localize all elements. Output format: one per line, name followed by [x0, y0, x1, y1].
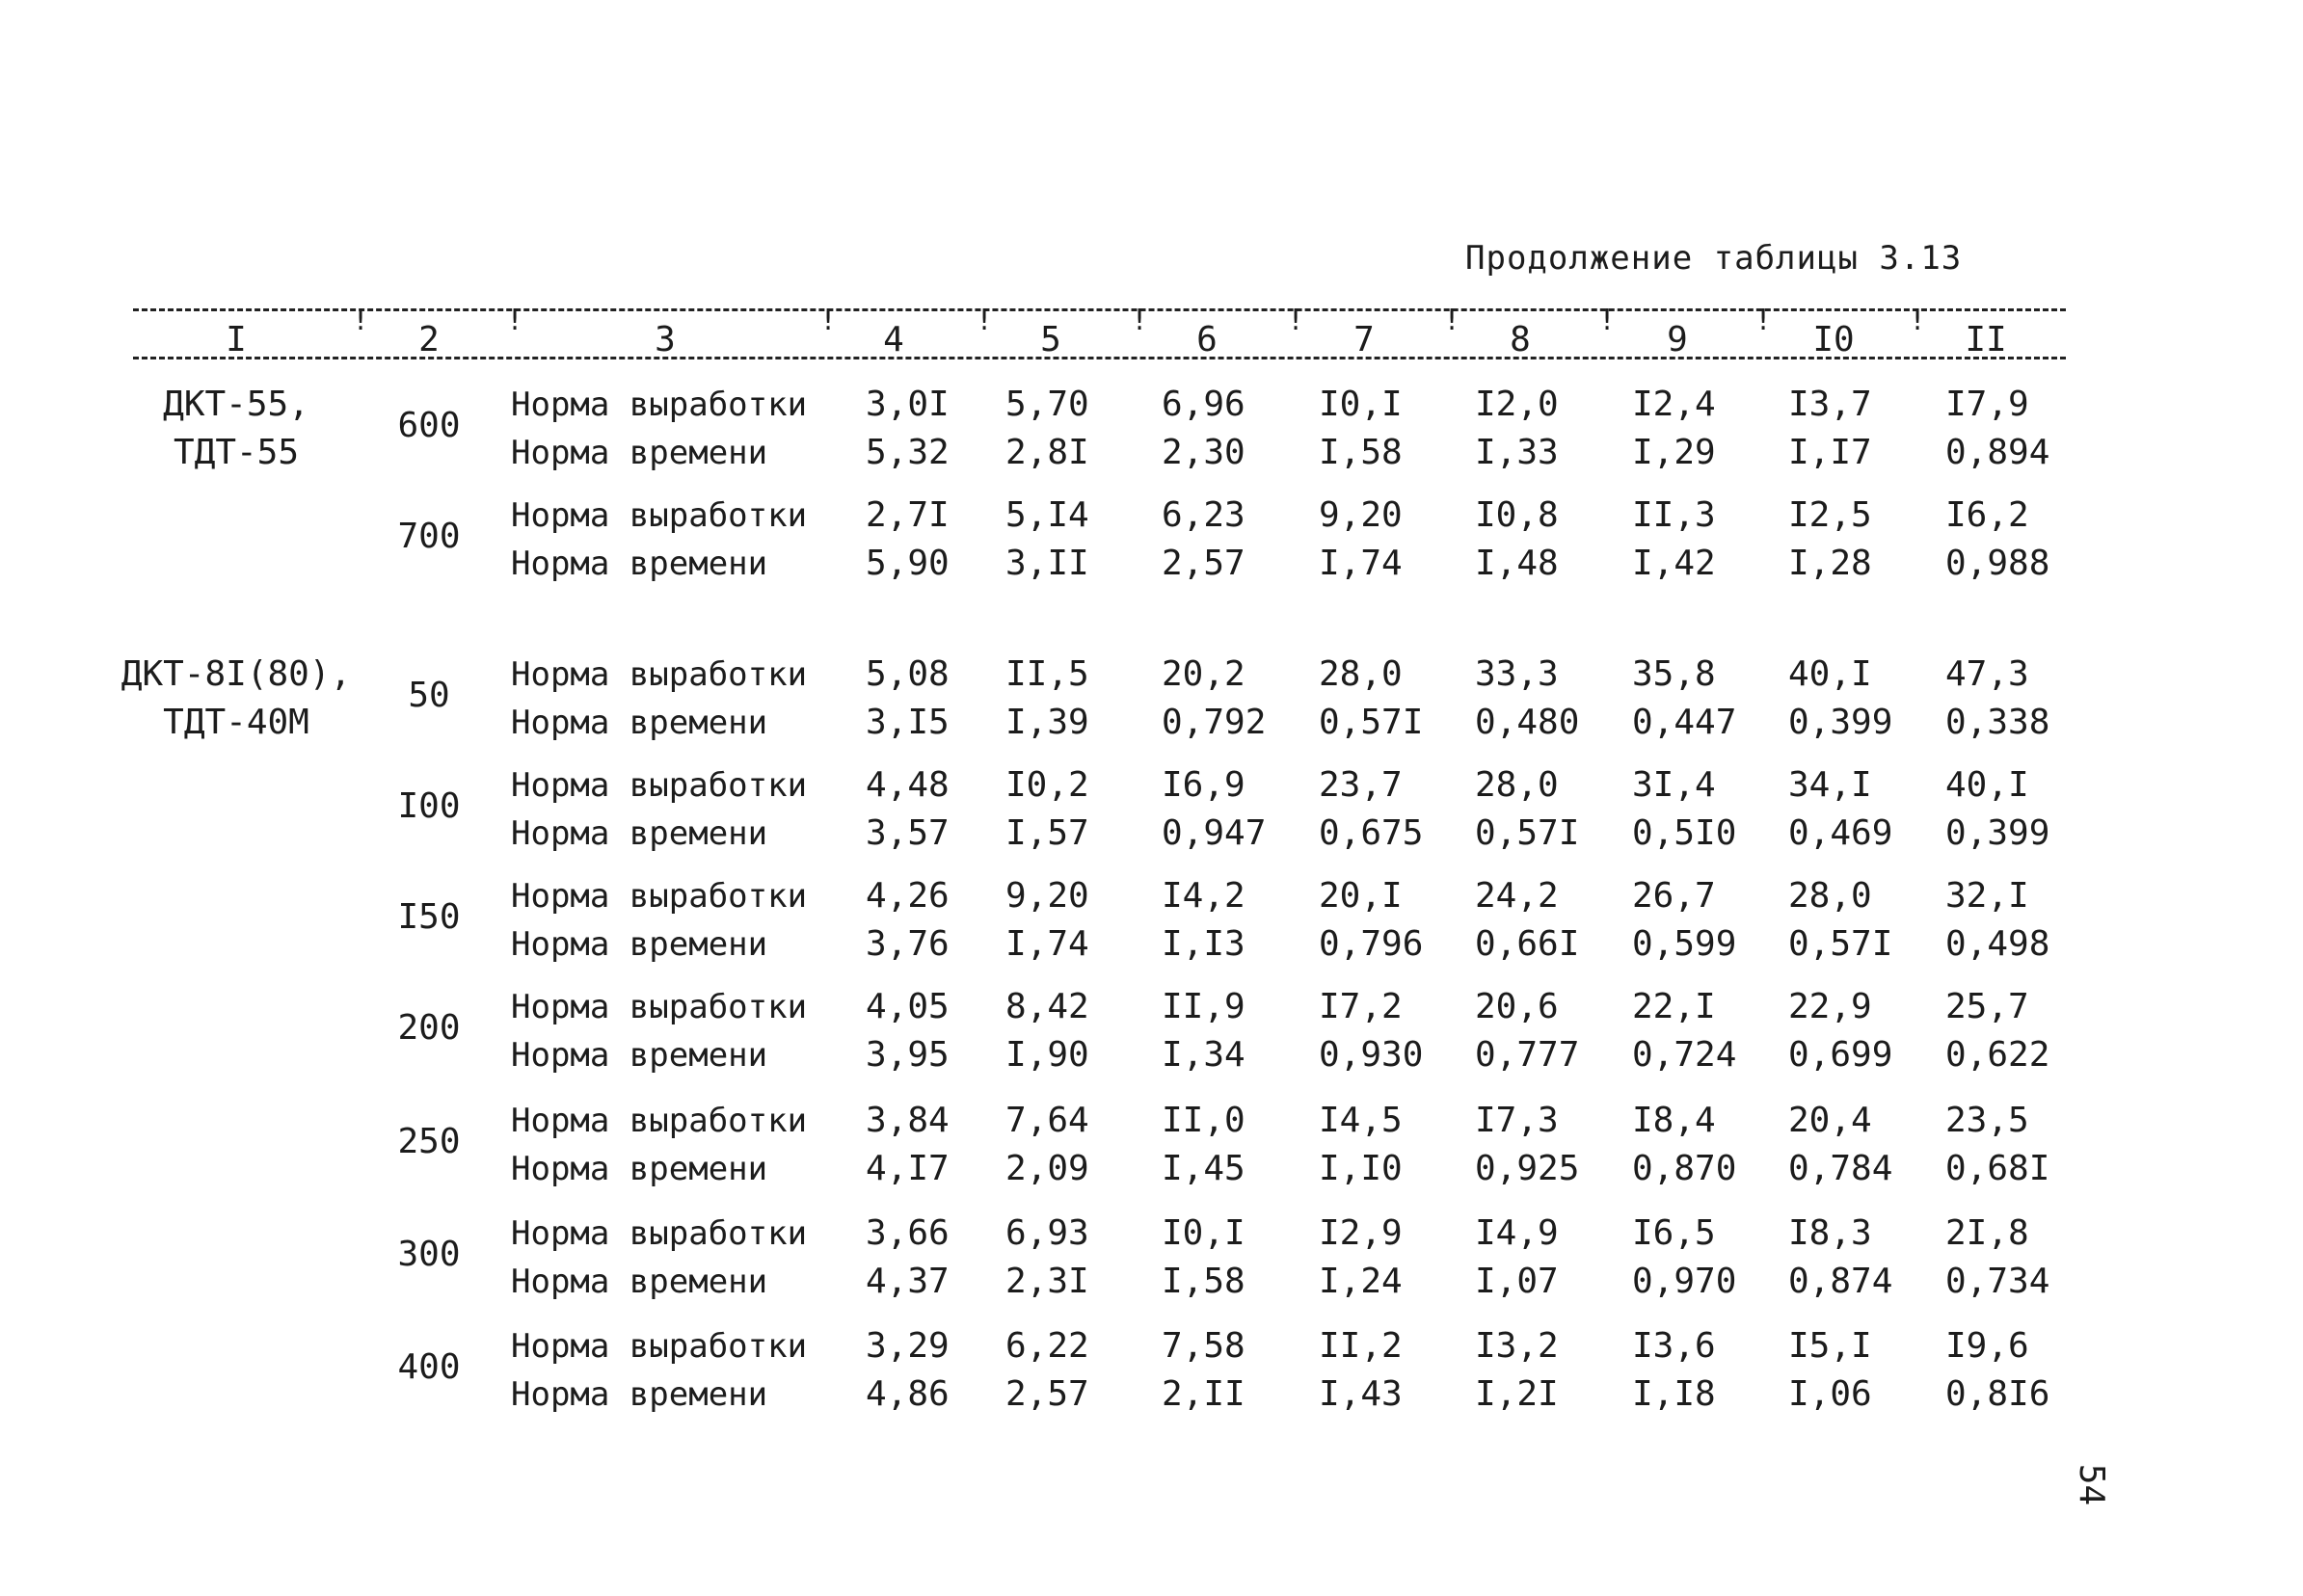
tractor-model-line: ДКТ-55, — [163, 385, 309, 424]
output-norm-value: I0,I — [1162, 1213, 1245, 1253]
output-norm-value: 8,42 — [1005, 987, 1089, 1026]
output-norm-value: I2,5 — [1788, 495, 1872, 535]
table-row — [0, 761, 2303, 858]
time-norm-value: 0,57I — [1475, 813, 1580, 853]
output-norm-value: 9,20 — [1005, 876, 1089, 916]
output-norm-value: 7,58 — [1162, 1326, 1245, 1366]
output-norm-value: 20,4 — [1788, 1101, 1872, 1140]
column-separator: ! — [1131, 304, 1149, 337]
output-norm-value: 3,84 — [866, 1101, 950, 1140]
time-norm-value: I,58 — [1162, 1262, 1245, 1301]
output-norm-value: 25,7 — [1945, 987, 2029, 1026]
output-norm-value: II,5 — [1005, 654, 1089, 694]
time-norm-value: I,I3 — [1162, 924, 1245, 964]
time-norm-value: 0,338 — [1945, 703, 2050, 742]
time-norm-value: I,34 — [1162, 1035, 1245, 1075]
time-norm-value: 0,925 — [1475, 1149, 1580, 1188]
output-norm-label: Норма выработки — [511, 1327, 808, 1366]
output-norm-value: I6,5 — [1632, 1213, 1716, 1253]
time-norm-value: 2,30 — [1162, 433, 1245, 472]
output-norm-value: I7,2 — [1319, 987, 1403, 1026]
output-norm-value: 28,0 — [1788, 876, 1872, 916]
output-norm-value: 5,I4 — [1005, 495, 1089, 535]
column-header: 3 — [655, 320, 676, 359]
output-norm-label: Норма выработки — [511, 988, 808, 1026]
output-norm-value: 4,05 — [866, 987, 950, 1026]
time-norm-value: 0,894 — [1945, 433, 2050, 472]
output-norm-value: 28,0 — [1319, 654, 1403, 694]
table-caption: Продолжение таблицы 3.13 — [1465, 239, 1963, 278]
output-norm-value: 22,I — [1632, 987, 1716, 1026]
time-norm-value: 0,57I — [1319, 703, 1424, 742]
output-norm-value: 33,3 — [1475, 654, 1559, 694]
time-norm-value: I,74 — [1319, 544, 1403, 583]
time-norm-value: I,33 — [1475, 433, 1559, 472]
time-norm-label: Норма времени — [511, 925, 768, 964]
time-norm-value: 0,5I0 — [1632, 813, 1737, 853]
time-norm-label: Норма времени — [511, 434, 768, 472]
time-norm-value: 0,66I — [1475, 924, 1580, 964]
tractor-model-line: ТДТ-55 — [173, 433, 300, 472]
output-norm-value: II,0 — [1162, 1101, 1245, 1140]
time-norm-value: 0,724 — [1632, 1035, 1737, 1075]
output-norm-value: 28,0 — [1475, 765, 1559, 805]
time-norm-value: 0,988 — [1945, 544, 2050, 583]
time-norm-value: 0,777 — [1475, 1035, 1580, 1075]
time-norm-value: 0,8I6 — [1945, 1374, 2050, 1414]
time-norm-value: 0,792 — [1162, 703, 1267, 742]
time-norm-value: 0,699 — [1788, 1035, 1893, 1075]
column-header: 4 — [883, 320, 904, 359]
load-value: 700 — [397, 517, 461, 556]
column-separator: ! — [976, 304, 994, 337]
output-norm-value: 6,96 — [1162, 385, 1245, 424]
tractor-model-line: ДКТ-8I(80), — [121, 654, 352, 694]
output-norm-value: I6,2 — [1945, 495, 2029, 535]
time-norm-value: 0,622 — [1945, 1035, 2050, 1075]
time-norm-label: Норма времени — [511, 545, 768, 583]
time-norm-value: 0,947 — [1162, 813, 1267, 853]
output-norm-value: 4,26 — [866, 876, 950, 916]
time-norm-value: I,I7 — [1788, 433, 1872, 472]
column-separator: ! — [1598, 304, 1617, 337]
time-norm-value: I,45 — [1162, 1149, 1245, 1188]
time-norm-value: I,58 — [1319, 433, 1403, 472]
time-norm-value: I,I0 — [1319, 1149, 1403, 1188]
time-norm-value: I,42 — [1632, 544, 1716, 583]
time-norm-value: 2,3I — [1005, 1262, 1089, 1301]
time-norm-label: Норма времени — [511, 1263, 768, 1301]
table-row — [0, 983, 2303, 1079]
time-norm-value: I,74 — [1005, 924, 1089, 964]
output-norm-value: I4,5 — [1319, 1101, 1403, 1140]
output-norm-value: 32,I — [1945, 876, 2029, 916]
column-separator: ! — [1287, 304, 1305, 337]
output-norm-value: I2,9 — [1319, 1213, 1403, 1253]
table-row — [0, 381, 2303, 477]
time-norm-value: 5,90 — [866, 544, 950, 583]
time-norm-value: I,39 — [1005, 703, 1089, 742]
time-norm-value: I,07 — [1475, 1262, 1559, 1301]
time-norm-value: 0,498 — [1945, 924, 2050, 964]
time-norm-value: 0,599 — [1632, 924, 1737, 964]
time-norm-value: 4,86 — [866, 1374, 950, 1414]
output-norm-value: I6,9 — [1162, 765, 1245, 805]
time-norm-label: Норма времени — [511, 814, 768, 853]
output-norm-value: I4,9 — [1475, 1213, 1559, 1253]
time-norm-value: 0,930 — [1319, 1035, 1424, 1075]
output-norm-value: I8,3 — [1788, 1213, 1872, 1253]
page-number: 54 — [2072, 1463, 2112, 1506]
output-norm-value: I5,I — [1788, 1326, 1872, 1366]
load-value: 400 — [397, 1347, 461, 1387]
output-norm-label: Норма выработки — [511, 1102, 808, 1140]
output-norm-value: 40,I — [1788, 654, 1872, 694]
output-norm-value: II,3 — [1632, 495, 1716, 535]
output-norm-value: 2I,8 — [1945, 1213, 2029, 1253]
time-norm-value: 0,447 — [1632, 703, 1737, 742]
header-rule-top — [133, 308, 2066, 311]
column-header: 5 — [1040, 320, 1061, 359]
output-norm-value: I0,2 — [1005, 765, 1089, 805]
load-value: I50 — [397, 897, 461, 937]
output-norm-value: I7,3 — [1475, 1101, 1559, 1140]
column-separator: ! — [506, 304, 524, 337]
time-norm-value: I,90 — [1005, 1035, 1089, 1075]
output-norm-value: 34,I — [1788, 765, 1872, 805]
time-norm-value: I,06 — [1788, 1374, 1872, 1414]
time-norm-value: 3,95 — [866, 1035, 950, 1075]
output-norm-label: Норма выработки — [511, 1214, 808, 1253]
column-header: I — [226, 320, 247, 359]
output-norm-value: I3,6 — [1632, 1326, 1716, 1366]
time-norm-value: 0,68I — [1945, 1149, 2050, 1188]
time-norm-value: 0,784 — [1788, 1149, 1893, 1188]
time-norm-value: 2,57 — [1005, 1374, 1089, 1414]
output-norm-value: I3,7 — [1788, 385, 1872, 424]
column-header: 9 — [1667, 320, 1688, 359]
time-norm-value: I,28 — [1788, 544, 1872, 583]
output-norm-value: I9,6 — [1945, 1326, 2029, 1366]
table-row — [0, 1322, 2303, 1419]
output-norm-label: Норма выработки — [511, 766, 808, 805]
time-norm-value: 2,8I — [1005, 433, 1089, 472]
time-norm-label: Норма времени — [511, 1375, 768, 1414]
time-norm-value: I,I8 — [1632, 1374, 1716, 1414]
table-row — [0, 1097, 2303, 1193]
output-norm-label: Норма выработки — [511, 496, 808, 535]
time-norm-label: Норма времени — [511, 704, 768, 742]
time-norm-value: 2,II — [1162, 1374, 1245, 1414]
column-header: I0 — [1812, 320, 1855, 359]
time-norm-value: 0,399 — [1945, 813, 2050, 853]
time-norm-value: 0,675 — [1319, 813, 1424, 853]
output-norm-value: 6,23 — [1162, 495, 1245, 535]
time-norm-value: 0,399 — [1788, 703, 1893, 742]
table-row — [0, 492, 2303, 588]
output-norm-label: Норма выработки — [511, 877, 808, 916]
time-norm-value: 0,796 — [1319, 924, 1424, 964]
output-norm-value: I4,2 — [1162, 876, 1245, 916]
column-header: II — [1965, 320, 2007, 359]
output-norm-value: II,2 — [1319, 1326, 1403, 1366]
output-norm-value: 22,9 — [1788, 987, 1872, 1026]
time-norm-value: 0,734 — [1945, 1262, 2050, 1301]
time-norm-value: 0,480 — [1475, 703, 1580, 742]
time-norm-value: I,24 — [1319, 1262, 1403, 1301]
time-norm-value: 0,469 — [1788, 813, 1893, 853]
load-value: 300 — [397, 1235, 461, 1274]
time-norm-value: 0,57I — [1788, 924, 1893, 964]
time-norm-value: I,57 — [1005, 813, 1089, 853]
output-norm-value: 3,66 — [866, 1213, 950, 1253]
column-separator: ! — [1909, 304, 1927, 337]
output-norm-value: 6,22 — [1005, 1326, 1089, 1366]
output-norm-value: 2,7I — [866, 495, 950, 535]
time-norm-value: 0,870 — [1632, 1149, 1737, 1188]
output-norm-value: 3,0I — [866, 385, 950, 424]
time-norm-value: I,29 — [1632, 433, 1716, 472]
output-norm-value: I0,I — [1319, 385, 1403, 424]
output-norm-label: Норма выработки — [511, 655, 808, 694]
column-separator: ! — [1443, 304, 1461, 337]
output-norm-value: 24,2 — [1475, 876, 1559, 916]
output-norm-value: 23,7 — [1319, 765, 1403, 805]
load-value: 200 — [397, 1008, 461, 1048]
time-norm-label: Норма времени — [511, 1150, 768, 1188]
time-norm-value: I,43 — [1319, 1374, 1403, 1414]
output-norm-value: 5,08 — [866, 654, 950, 694]
table-row — [0, 1210, 2303, 1306]
output-norm-value: I0,8 — [1475, 495, 1559, 535]
column-separator: ! — [1754, 304, 1773, 337]
time-norm-value: 3,I5 — [866, 703, 950, 742]
load-value: 600 — [397, 406, 461, 445]
output-norm-value: 20,2 — [1162, 654, 1245, 694]
output-norm-value: 20,6 — [1475, 987, 1559, 1026]
time-norm-value: 3,57 — [866, 813, 950, 853]
output-norm-value: 9,20 — [1319, 495, 1403, 535]
output-norm-value: 4,48 — [866, 765, 950, 805]
time-norm-value: 3,II — [1005, 544, 1089, 583]
time-norm-value: I,2I — [1475, 1374, 1559, 1414]
time-norm-value: 4,37 — [866, 1262, 950, 1301]
output-norm-value: 40,I — [1945, 765, 2029, 805]
output-norm-value: II,9 — [1162, 987, 1245, 1026]
column-separator: ! — [819, 304, 838, 337]
time-norm-value: 4,I7 — [866, 1149, 950, 1188]
output-norm-value: I2,4 — [1632, 385, 1716, 424]
column-header: 2 — [418, 320, 440, 359]
column-header: 7 — [1353, 320, 1375, 359]
output-norm-value: 3I,4 — [1632, 765, 1716, 805]
time-norm-value: 3,76 — [866, 924, 950, 964]
table-row — [0, 651, 2303, 747]
output-norm-value: I3,2 — [1475, 1326, 1559, 1366]
time-norm-value: 0,970 — [1632, 1262, 1737, 1301]
load-value: 50 — [408, 676, 450, 715]
time-norm-value: 2,09 — [1005, 1149, 1089, 1188]
time-norm-value: I,48 — [1475, 544, 1559, 583]
time-norm-value: 2,57 — [1162, 544, 1245, 583]
time-norm-value: 0,874 — [1788, 1262, 1893, 1301]
output-norm-value: 3,29 — [866, 1326, 950, 1366]
output-norm-value: I8,4 — [1632, 1101, 1716, 1140]
time-norm-value: 5,32 — [866, 433, 950, 472]
column-header: 6 — [1196, 320, 1218, 359]
load-value: I00 — [397, 786, 461, 826]
output-norm-value: 5,70 — [1005, 385, 1089, 424]
output-norm-label: Норма выработки — [511, 386, 808, 424]
output-norm-value: I7,9 — [1945, 385, 2029, 424]
output-norm-value: 20,I — [1319, 876, 1403, 916]
output-norm-value: 7,64 — [1005, 1101, 1089, 1140]
output-norm-value: I2,0 — [1475, 385, 1559, 424]
column-separator: ! — [352, 304, 370, 337]
table-row — [0, 872, 2303, 969]
output-norm-value: 47,3 — [1945, 654, 2029, 694]
output-norm-value: 26,7 — [1632, 876, 1716, 916]
output-norm-value: 35,8 — [1632, 654, 1716, 694]
column-header: 8 — [1510, 320, 1531, 359]
time-norm-label: Норма времени — [511, 1036, 768, 1075]
output-norm-value: 6,93 — [1005, 1213, 1089, 1253]
load-value: 250 — [397, 1122, 461, 1161]
output-norm-value: 23,5 — [1945, 1101, 2029, 1140]
tractor-model-line: ТДТ-40М — [163, 703, 309, 742]
